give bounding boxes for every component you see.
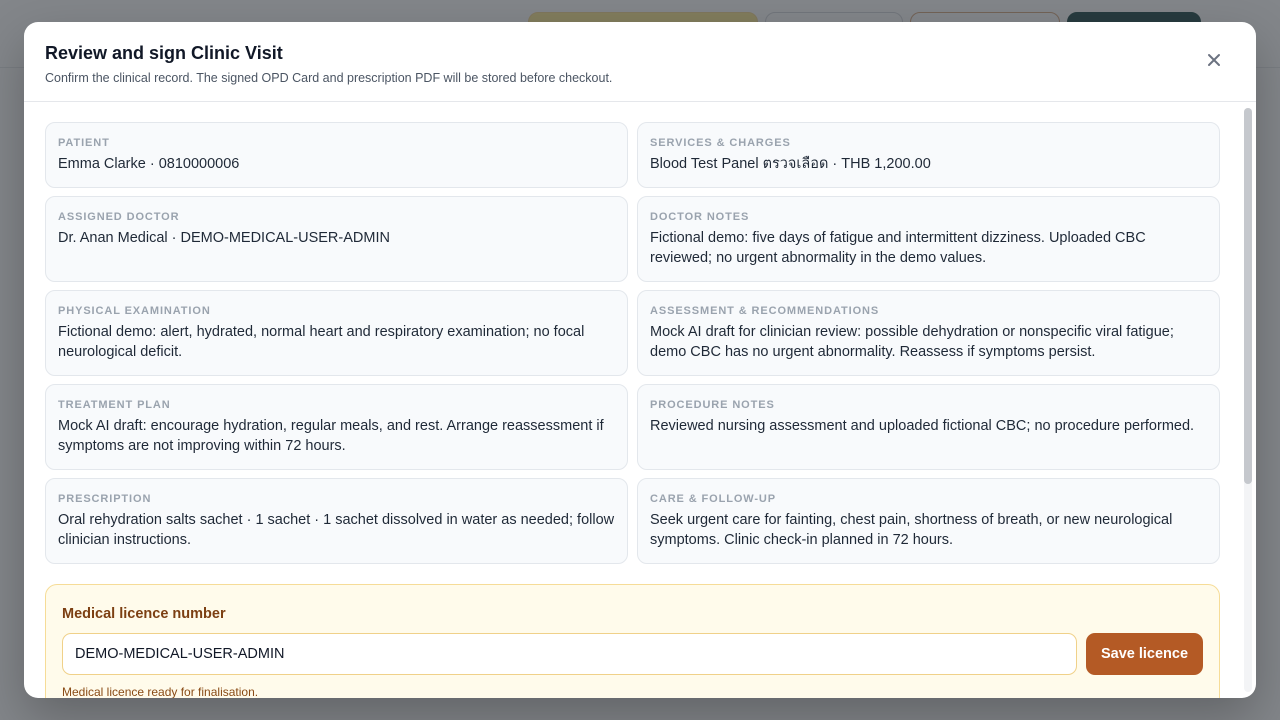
card-label: ASSESSMENT & RECOMMENDATIONS	[650, 305, 880, 317]
card-care-follow-up	[637, 478, 1220, 564]
card-label: DOCTOR NOTES	[650, 211, 750, 223]
card-label: TREATMENT PLAN	[58, 399, 171, 411]
card-value: Fictional demo: five days of fatigue and intermittent dizziness. Uploaded CBC reviewed; no urgent abnormality in the demo values.	[650, 230, 1146, 266]
licence-status-text: Medical licence ready for finalisation.	[62, 685, 259, 698]
save-licence-button[interactable]: Save licence	[1086, 633, 1203, 675]
visit-summary-grid	[45, 122, 1220, 572]
card-label: PATIENT	[58, 137, 110, 149]
card-value: Reviewed nursing assessment and uploaded fictional CBC; no procedure performed.	[650, 418, 1195, 434]
licence-row	[62, 633, 1203, 675]
close-icon	[1207, 53, 1221, 67]
card-assigned-doctor	[45, 196, 628, 282]
scrollbar-thumb[interactable]	[1244, 108, 1252, 484]
licence-number-input[interactable]	[62, 633, 1077, 675]
licence-title: Medical licence number	[62, 606, 226, 622]
card-value: Fictional demo: alert, hydrated, normal heart and respiratory examination; no focal neurological deficit.	[58, 324, 585, 360]
card-physical-examination	[45, 290, 628, 376]
card-patient	[45, 122, 628, 188]
modal-body[interactable]	[24, 102, 1256, 698]
close-button[interactable]	[1202, 48, 1226, 72]
card-services-charges	[637, 122, 1220, 188]
card-label: PRESCRIPTION	[58, 493, 152, 505]
card-label: PHYSICAL EXAMINATION	[58, 305, 211, 317]
card-value: Blood Test Panel ตรวจเลือด · THB 1,200.00	[650, 156, 931, 172]
card-label: PROCEDURE NOTES	[650, 399, 775, 411]
modal-header	[24, 22, 1256, 102]
card-label: CARE & FOLLOW-UP	[650, 493, 777, 505]
card-value: Dr. Anan Medical · DEMO-MEDICAL-USER-ADMIN	[58, 230, 390, 246]
card-label: SERVICES & CHARGES	[650, 137, 791, 149]
card-procedure-notes	[637, 384, 1220, 470]
card-assessment-recommendations	[637, 290, 1220, 376]
card-value: Mock AI draft: encourage hydration, regular meals, and rest. Arrange reassessment if symptoms are not improving within 72 hours.	[58, 418, 604, 454]
modal-subtitle: Confirm the clinical record. The signed OPD Card and prescription PDF will be stored before checkout.	[45, 71, 613, 85]
modal-title: Review and sign Clinic Visit	[45, 43, 283, 63]
card-value: Emma Clarke · 0810000006	[58, 156, 240, 172]
modal-scrollbar[interactable]	[1244, 108, 1252, 692]
card-value: Mock AI draft for clinician review: possible dehydration or nonspecific viral fatigue; demo CBC has no urgent abnormality. Reassess if symptoms persist.	[650, 324, 1174, 360]
card-doctor-notes	[637, 196, 1220, 282]
card-value: Seek urgent care for fainting, chest pain, shortness of breath, or new neurological symptoms. Clinic check-in planned in 72 hours.	[650, 512, 1173, 548]
review-sign-modal	[24, 22, 1256, 698]
card-prescription	[45, 478, 628, 564]
card-value: Oral rehydration salts sachet · 1 sachet · 1 sachet dissolved in water as needed; follow clinician instructions.	[58, 512, 615, 548]
card-label: ASSIGNED DOCTOR	[58, 211, 180, 223]
card-treatment-plan	[45, 384, 628, 470]
medical-licence-panel	[45, 584, 1220, 698]
